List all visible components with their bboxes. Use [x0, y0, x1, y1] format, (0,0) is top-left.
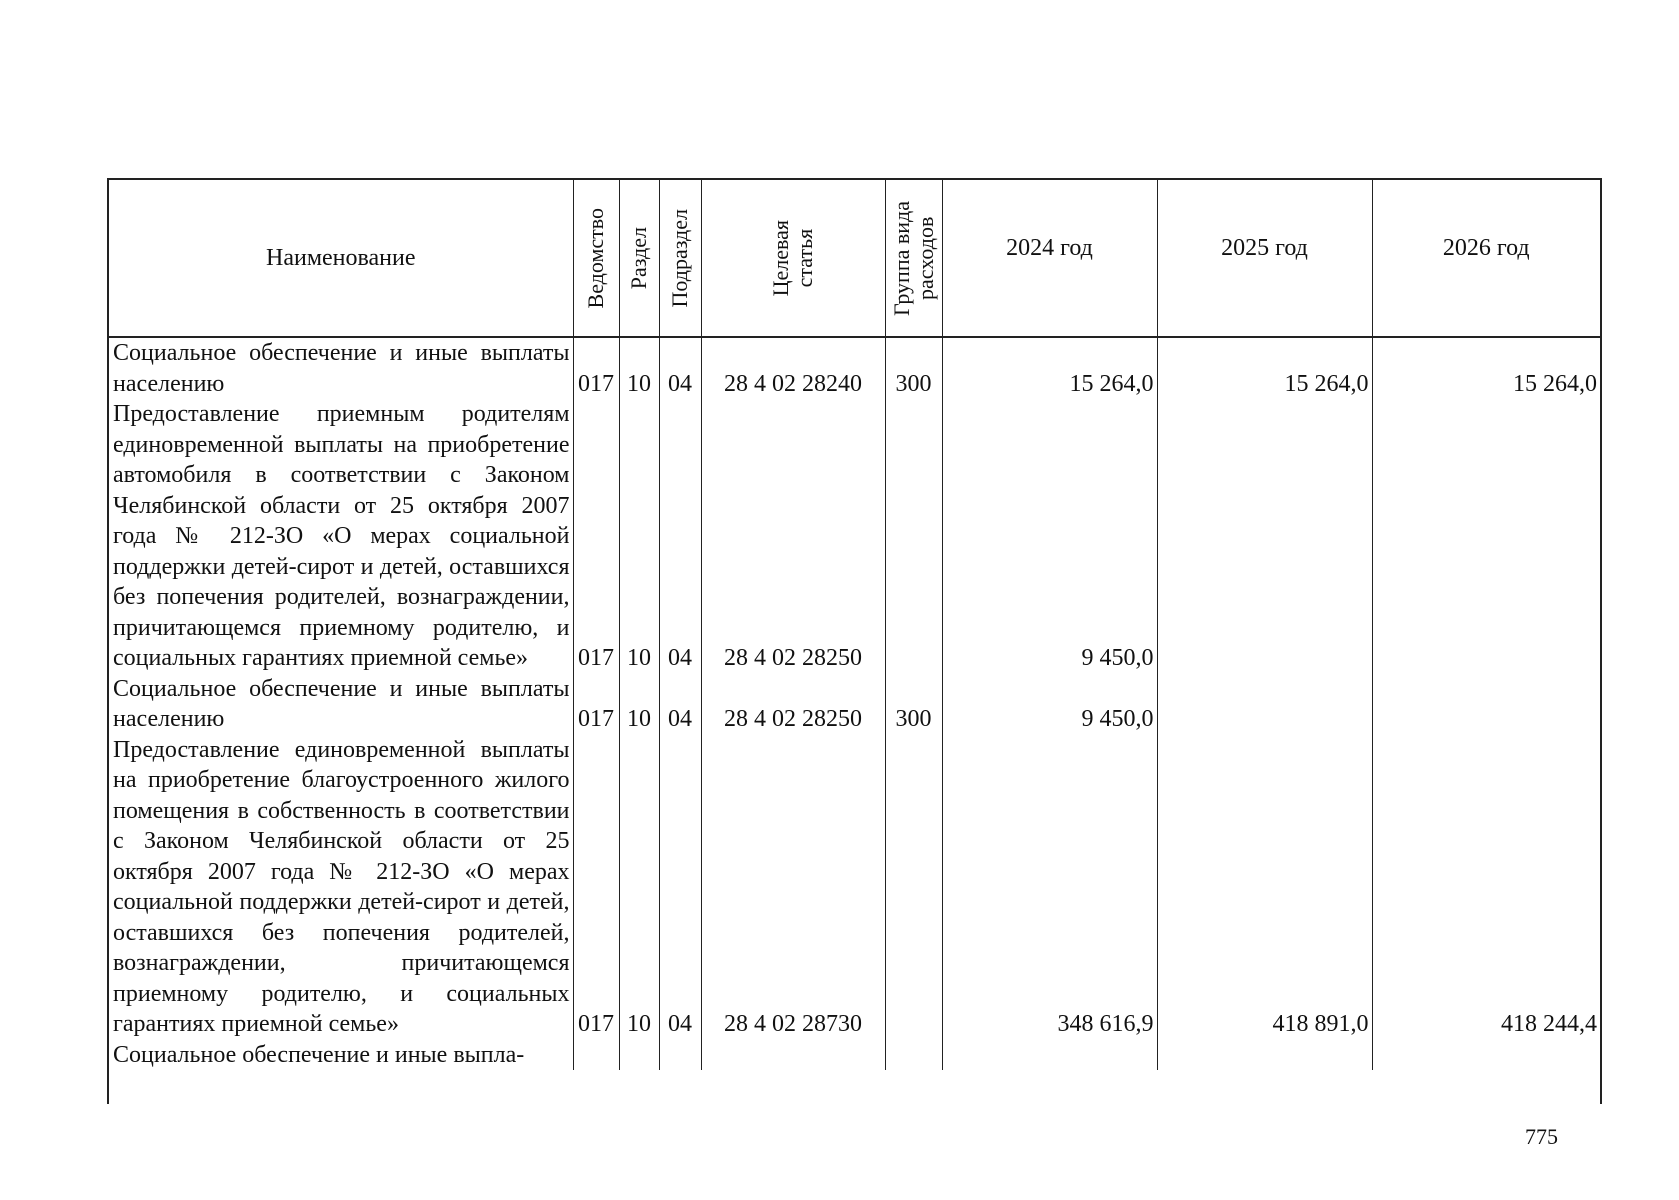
row-podrazdel: 04	[659, 337, 701, 399]
row-amount-2024: 348 616,9	[942, 735, 1157, 1040]
row-amount-2026	[1372, 1040, 1600, 1071]
row-vedomstvo: 017	[573, 399, 619, 674]
header-year-2024: 2024 год	[942, 180, 1157, 337]
header-razdel: Раздел	[619, 180, 659, 337]
table-row	[109, 337, 1600, 399]
row-amount-2026: 418 244,4	[1501, 1011, 1597, 1037]
row-name: Предоставление приемным родителям единовременной выплаты на приобретение автомобиля в соответствии с Законом Челябинской области от 25 октября 2007 года № 212-ЗО «О мерах социальной поддержки детей-сирот и детей, оставшихся без попечения родителей, вознаграждении, причитающемся приемному родителю, и социальных гарантиях приемной семье»	[109, 399, 573, 674]
row-amount-2026	[1372, 674, 1600, 735]
row-razdel	[619, 1040, 659, 1071]
row-name: Предоставление единовременной выплаты на приобретение благоустроенного жилого помещения в собственность в соответствии с Законом Челябинской области от 25 октября 2007 года № 212-ЗО «О мерах социальной поддержки детей-сирот и детей, оставшихся без попечения родителей, вознаграждении, причитающемся приемному родителю, и социальных гарантиях приемной семье»	[109, 735, 573, 1040]
row-razdel: 10	[619, 735, 659, 1040]
row-amount-2026: 15 264,0	[1513, 370, 1597, 397]
header-year-2025: 2025 год	[1157, 180, 1372, 337]
row-razdel: 10	[619, 674, 659, 735]
row-razdel: 10	[619, 399, 659, 674]
row-gruppa	[885, 735, 942, 1040]
row-amount-2025	[1157, 399, 1372, 674]
row-celevaya-statya: 28 4 02 28250	[701, 399, 885, 674]
budget-table	[109, 180, 1600, 1070]
row-gruppa: 300	[885, 674, 942, 735]
header-podrazdel: Подраздел	[659, 180, 701, 337]
budget-table-frame	[107, 178, 1602, 1104]
row-amount-2025	[1157, 1040, 1372, 1071]
row-amount-2025: 15 264,0	[1157, 337, 1372, 399]
row-podrazdel: 04	[659, 399, 701, 674]
page-number: 775	[1525, 1124, 1558, 1149]
row-celevaya-statya: 28 4 02 28250	[701, 674, 885, 735]
row-podrazdel	[659, 1040, 701, 1071]
row-celevaya-statya: 28 4 02 28240	[701, 337, 885, 399]
row-vedomstvo: 017	[573, 735, 619, 1040]
table-row	[109, 674, 1600, 735]
row-podrazdel: 04	[659, 735, 701, 1040]
row-vedomstvo: 017	[573, 674, 619, 735]
header-name: Наименование	[109, 180, 573, 337]
row-gruppa	[885, 399, 942, 674]
row-amount-2025	[1157, 674, 1372, 735]
header-year-2026: 2026 год	[1372, 180, 1600, 337]
table-row	[109, 399, 1600, 674]
row-podrazdel: 04	[659, 674, 701, 735]
row-amount-2025: 418 891,0	[1157, 735, 1372, 1040]
row-name: Социальное обеспечение и иные выплаты населению	[109, 337, 573, 399]
row-amount-2024	[942, 1040, 1157, 1071]
row-name: Социальное обеспечение и иные выплаты населению	[109, 674, 573, 735]
row-name: Социальное обеспечение и иные выпла-	[109, 1040, 573, 1071]
row-amount-2024: 9 450,0	[942, 399, 1157, 674]
row-vedomstvo	[573, 1040, 619, 1071]
row-amount-2026	[1372, 399, 1600, 674]
table-row	[109, 1040, 1600, 1071]
row-celevaya-statya: 28 4 02 28730	[701, 735, 885, 1040]
row-vedomstvo: 017	[573, 337, 619, 399]
header-gruppa-vida-rashodov: Группа вида расходов	[885, 180, 942, 337]
header-vedomstvo: Ведомство	[573, 180, 619, 337]
row-gruppa: 300	[885, 337, 942, 399]
row-amount-2024: 9 450,0	[942, 674, 1157, 735]
table-row	[109, 735, 1600, 1040]
table-header-row	[109, 180, 1600, 337]
header-celevaya-statya: Целевая статья	[701, 180, 885, 337]
row-amount-2024: 15 264,0	[942, 337, 1157, 399]
row-gruppa	[885, 1040, 942, 1071]
row-razdel: 10	[619, 337, 659, 399]
row-celevaya-statya	[701, 1040, 885, 1071]
